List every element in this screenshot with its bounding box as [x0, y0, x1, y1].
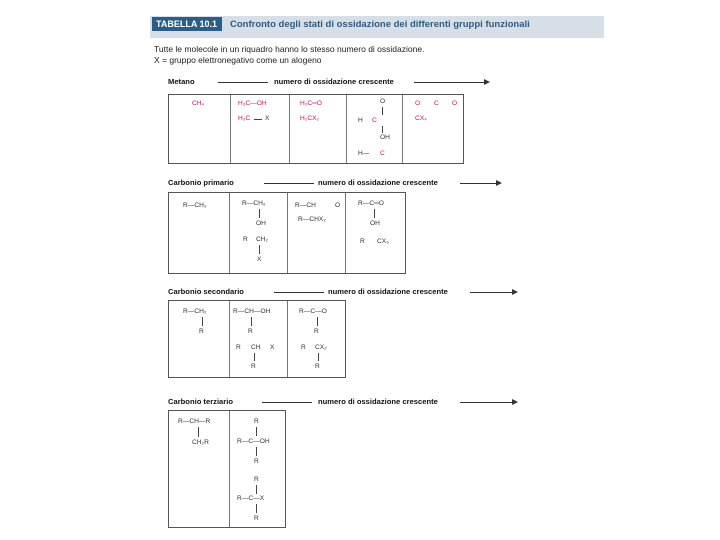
formula: R—CH	[295, 202, 316, 209]
column-divider	[287, 193, 288, 273]
axis-line	[460, 402, 512, 403]
bond	[198, 427, 199, 437]
formula: CX₃	[377, 238, 389, 245]
formula: R—CH—OH	[233, 308, 271, 315]
formula: R—CH₂	[183, 308, 207, 315]
formula: O	[335, 202, 341, 209]
formula: R—C—OH	[237, 438, 270, 445]
formula: R	[254, 418, 259, 425]
section-heading-terziario: Carbonio terziario	[168, 397, 233, 406]
formula: R—CH₃	[183, 202, 207, 209]
axis-line	[470, 292, 512, 293]
formula: R	[199, 328, 204, 335]
bond	[382, 107, 383, 115]
axis-line	[264, 183, 314, 184]
formula: C	[372, 117, 377, 124]
formula: R	[301, 344, 306, 351]
section-heading-metano: Metano	[168, 77, 195, 86]
formula: R—CH—R	[178, 418, 211, 425]
bond	[318, 353, 319, 361]
formula: R	[243, 236, 248, 243]
axis-label: numero di ossidazione crescente	[318, 178, 438, 187]
formula: CH₄	[192, 100, 205, 107]
axis-label: numero di ossidazione crescente	[318, 397, 438, 406]
bond	[256, 485, 257, 494]
bond	[256, 447, 257, 456]
formula: R—C═O	[358, 200, 384, 207]
axis-label: numero di ossidazione crescente	[274, 77, 394, 86]
column-divider	[402, 95, 403, 163]
bond	[251, 317, 252, 326]
bond	[256, 504, 257, 513]
arrow-head-icon	[496, 180, 502, 186]
bond	[202, 317, 203, 326]
axis-line	[218, 82, 268, 83]
formula: R	[254, 476, 259, 483]
table-title: Confronto degli stati di ossidazione dei differenti gruppi funzionali	[230, 19, 530, 30]
section-heading-secondario: Carbonio secondario	[168, 287, 244, 296]
intro-line-1: Tutte le molecole in un riquadro hanno lo stesso numero di ossidazione.	[154, 44, 425, 54]
arrow-head-icon	[484, 79, 490, 85]
column-divider	[229, 193, 230, 273]
formula: R—CHX₂	[298, 216, 326, 223]
formula: R	[254, 458, 259, 465]
formula: H—	[358, 150, 370, 157]
formula: CH	[251, 344, 261, 351]
bond	[256, 427, 257, 436]
column-divider	[287, 301, 288, 377]
box-terziario	[168, 410, 286, 528]
formula: OH	[256, 220, 266, 227]
column-divider	[229, 301, 230, 377]
formula: H₂CX₂	[300, 115, 320, 122]
column-divider	[289, 95, 290, 163]
bond	[259, 209, 260, 218]
formula: CH₂	[256, 236, 269, 243]
bond	[254, 119, 262, 120]
column-divider	[229, 411, 230, 527]
formula: C	[434, 100, 439, 107]
formula: R	[315, 363, 320, 370]
formula: X	[270, 344, 275, 351]
axis-label: numero di ossidazione crescente	[328, 287, 448, 296]
formula: O	[415, 100, 421, 107]
bond	[374, 209, 375, 218]
formula: OH	[380, 134, 390, 141]
axis-line	[414, 82, 484, 83]
formula: X	[265, 115, 270, 122]
bond	[259, 245, 260, 254]
axis-line	[274, 292, 324, 293]
axis-line	[262, 402, 312, 403]
formula: R	[236, 344, 241, 351]
intro-line-2: X = gruppo elettronegativo come un alogeno	[154, 55, 322, 65]
formula: O	[452, 100, 458, 107]
bond	[382, 126, 383, 133]
table-number-badge: TABELLA 10.1	[152, 17, 222, 31]
formula: H₂C═O	[300, 100, 322, 107]
formula: R—CH₂	[242, 200, 266, 207]
formula: C	[380, 150, 385, 157]
formula: CX₂	[315, 344, 327, 351]
section-heading-primario: Carbonio primario	[168, 178, 234, 187]
formula: R	[251, 363, 256, 370]
formula: R—C—O	[299, 308, 327, 315]
arrow-head-icon	[512, 289, 518, 295]
axis-line	[460, 183, 496, 184]
formula: R—C—X	[237, 495, 265, 502]
formula: H₃C	[238, 115, 251, 122]
formula: R	[360, 238, 365, 245]
column-divider	[230, 95, 231, 163]
formula: H	[358, 117, 363, 124]
bond	[254, 353, 255, 361]
formula: R	[248, 328, 253, 335]
formula: CH₂R	[192, 439, 209, 446]
formula: H₃C—OH	[238, 100, 267, 107]
formula: OH	[370, 220, 380, 227]
formula: R	[254, 515, 259, 522]
bond	[317, 317, 318, 326]
formula: X	[257, 256, 262, 263]
column-divider	[346, 95, 347, 163]
formula: O	[380, 98, 386, 105]
formula: R	[314, 328, 319, 335]
formula: CX₄	[415, 115, 427, 122]
column-divider	[345, 193, 346, 273]
arrow-head-icon	[512, 399, 518, 405]
